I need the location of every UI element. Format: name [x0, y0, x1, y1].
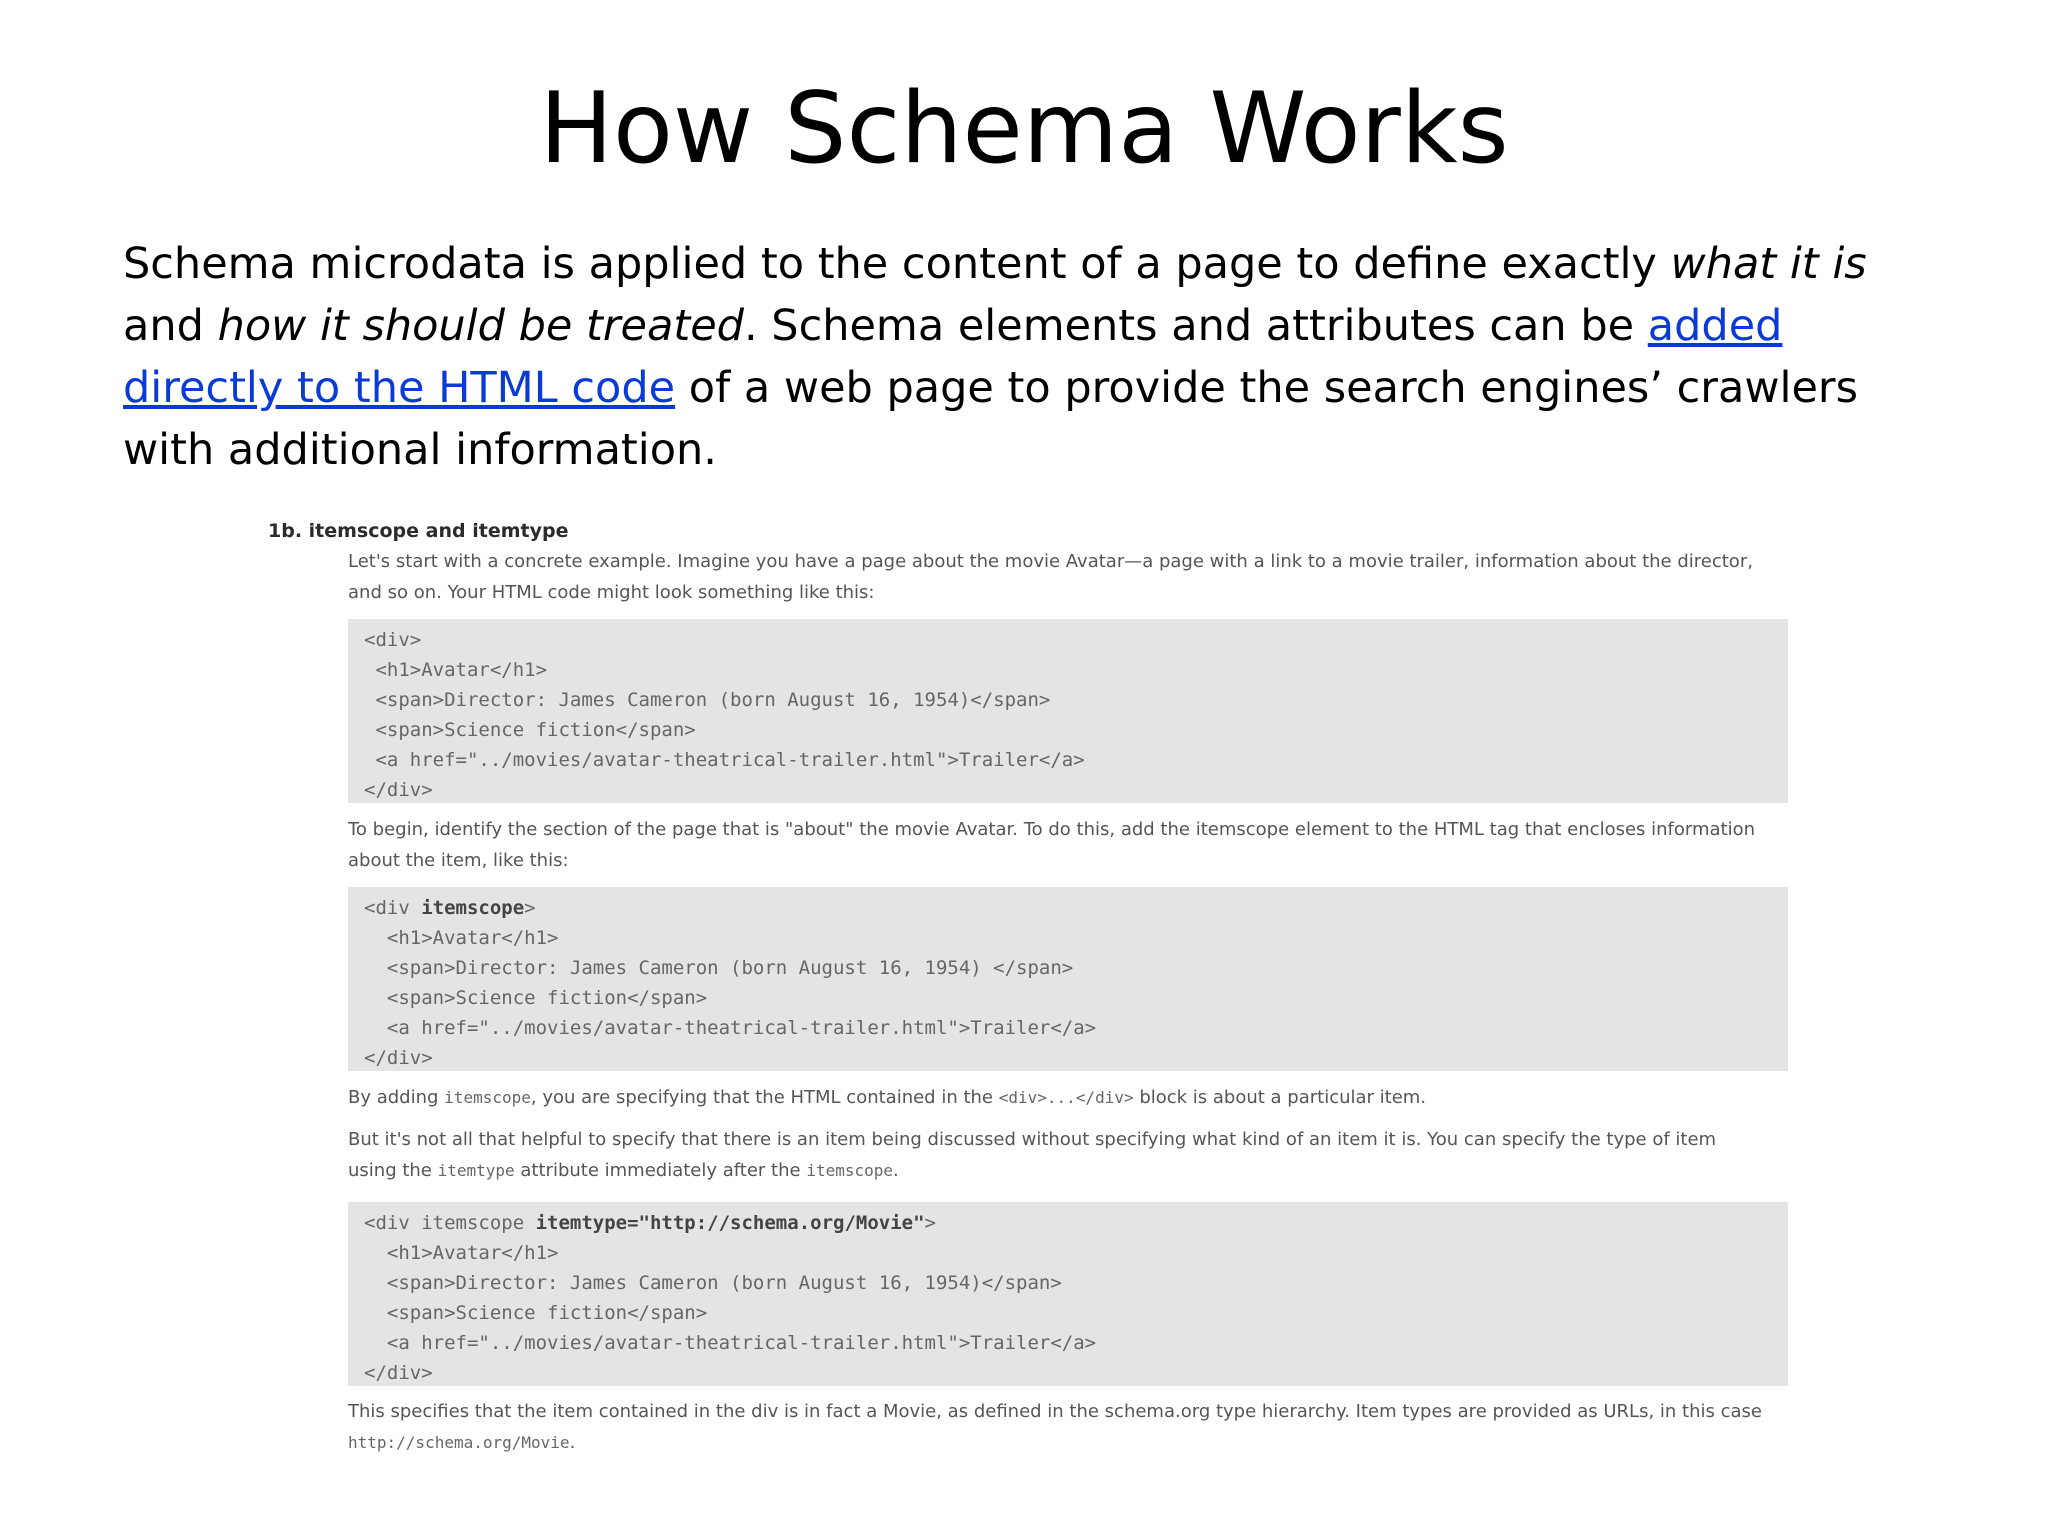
section-title: 1b. itemscope and itemtype	[268, 520, 569, 542]
code-line: <div>	[364, 629, 422, 651]
code-text: >	[924, 1212, 936, 1234]
code-line: </div>	[364, 1362, 433, 1384]
code-line: <span>Science fiction</span>	[364, 719, 696, 741]
code-line	[364, 893, 1772, 923]
paragraph	[348, 1396, 1768, 1458]
inline-code: http://schema.org/Movie	[348, 1433, 570, 1452]
slide-title: How Schema Works	[539, 72, 1509, 186]
code-line: </div>	[364, 779, 433, 801]
para-text: By adding	[348, 1087, 445, 1108]
html-code-link[interactable]: added directly to the HTML code	[123, 301, 1783, 413]
para-text: But it's not all that helpful to specify that there is an item being discussed without specifying what kind of an item it is. You can specify the type of item using the	[348, 1129, 1717, 1181]
code-line: <h1>Avatar</h1>	[364, 1242, 559, 1264]
code-line: <span>Science fiction</span>	[364, 1302, 708, 1324]
intro-text: of a web page to provide the search engines’ crawlers with additional information.	[123, 363, 1858, 475]
para-text: , you are specifying that the HTML contained in the	[530, 1087, 999, 1108]
code-line: <a href="../movies/avatar-theatrical-trailer.html">Trailer</a>	[364, 749, 1085, 771]
inline-code: itemscope	[444, 1088, 531, 1107]
code-line: <a href="../movies/avatar-theatrical-trailer.html">Trailer</a>	[364, 1332, 1097, 1354]
code-line: <h1>Avatar</h1>	[364, 659, 548, 681]
code-line: <h1>Avatar</h1>	[364, 927, 559, 949]
intro-emphasis: how it should be treated	[217, 301, 744, 351]
code-text: <div	[364, 897, 422, 919]
para-text: This specifies that the item contained in the div is in fact a Movie, as defined in the schema.org type hierarchy. Item types are provided as URLs, in this case	[348, 1401, 1762, 1422]
para-text: .	[893, 1160, 899, 1181]
intro-emphasis: what it is	[1670, 239, 1867, 289]
code-line: <span>Director: James Cameron (born August 16, 1954)</span>	[364, 689, 1051, 711]
code-block	[348, 1202, 1788, 1386]
intro-paragraph	[123, 233, 1953, 481]
para-text: attribute immediately after the	[514, 1160, 807, 1181]
inline-code: itemscope	[806, 1161, 894, 1180]
code-line: </div>	[364, 1047, 433, 1069]
code-text: >	[524, 897, 536, 919]
code-highlight: itemscope	[421, 897, 525, 919]
para-text: .	[569, 1432, 576, 1453]
code-block	[348, 887, 1788, 1071]
code-line: <span>Director: James Cameron (born August 16, 1954)</span>	[364, 1272, 1062, 1294]
inline-code: itemtype	[437, 1161, 515, 1180]
inline-code: <div>...</div>	[998, 1088, 1134, 1107]
para-text: block is about a particular item.	[1133, 1087, 1427, 1108]
code-line: <a href="../movies/avatar-theatrical-trailer.html">Trailer</a>	[364, 1017, 1097, 1039]
intro-text: . Schema elements and attributes can be	[743, 301, 1648, 351]
paragraph	[348, 1124, 1768, 1186]
code-line: <span>Science fiction</span>	[364, 987, 708, 1009]
code-line: <span>Director: James Cameron (born August 16, 1954) </span>	[364, 957, 1074, 979]
code-block	[348, 619, 1788, 803]
paragraph: To begin, identify the section of the page that is "about" the movie Avatar. To do this, add the itemscope element to the HTML tag that encloses information about the item, like this:	[348, 819, 1756, 871]
code-highlight: itemtype="http://schema.org/Movie"	[535, 1212, 925, 1234]
embedded-screenshot	[262, 512, 1794, 1462]
intro-text: Schema microdata is applied to the content of a page to define exactly	[123, 239, 1671, 289]
code-line	[364, 1208, 1772, 1238]
code-text: <div itemscope	[364, 1212, 536, 1234]
paragraph: Let's start with a concrete example. Imagine you have a page about the movie Avatar—a page with a link to a movie trailer, information about the director, and so on. Your HTML code might look something like this:	[348, 551, 1753, 603]
intro-text: and	[123, 301, 218, 351]
paragraph	[348, 1082, 1768, 1113]
